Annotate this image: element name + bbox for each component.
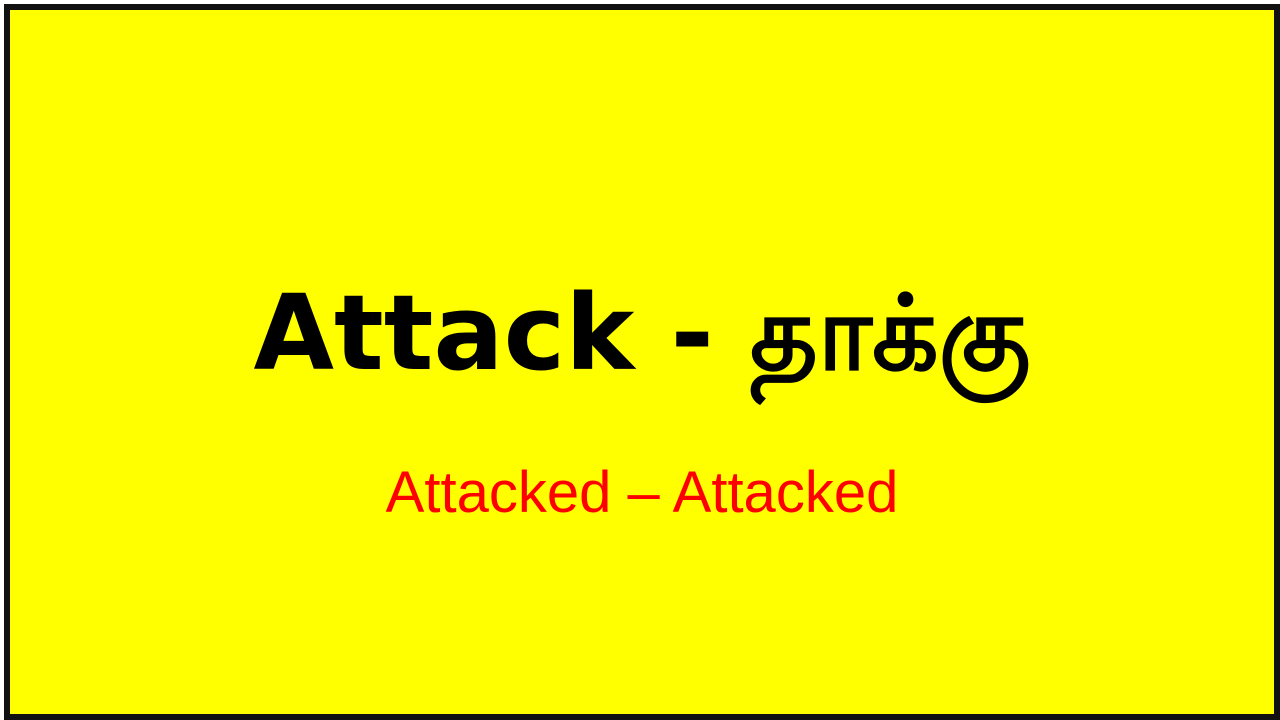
- yellow-card: [4, 4, 1280, 720]
- headline-english-word: Attack: [253, 272, 635, 394]
- headline-tamil-word: தாக்கு: [750, 272, 1031, 394]
- verb-forms-subline: Attacked – Attacked: [385, 460, 899, 525]
- headline-separator: -: [670, 272, 714, 394]
- headline: [10, 268, 1274, 398]
